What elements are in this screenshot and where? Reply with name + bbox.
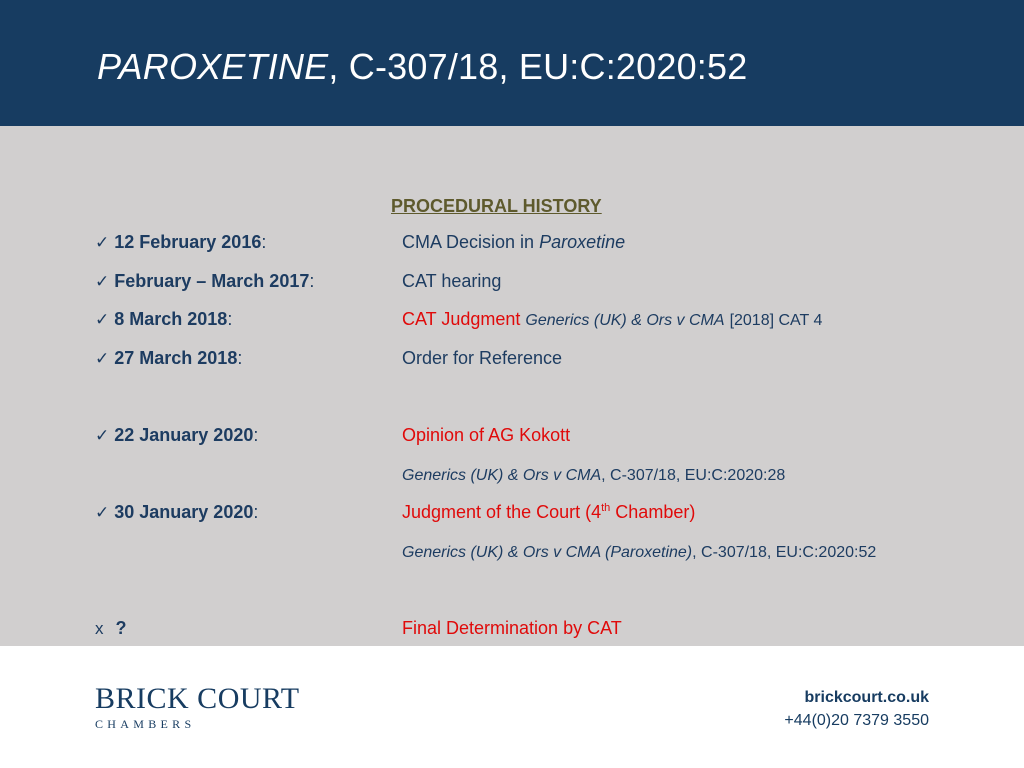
event-description xyxy=(402,502,695,523)
event-colon: : xyxy=(261,232,267,252)
event-description xyxy=(402,232,625,253)
event-citation: [2018] CAT 4 xyxy=(729,312,823,329)
event-date-row xyxy=(95,425,258,446)
checkmark-icon: ✓ xyxy=(95,310,110,329)
event-colon: : xyxy=(253,425,259,445)
event-citation: , C-307/18, EU:C:2020:52 xyxy=(692,544,877,561)
slide-title-rest: , C-307/18, EU:C:2020:52 xyxy=(328,46,748,87)
event-date: 27 March 2018 xyxy=(114,348,238,368)
section-title: PROCEDURAL HISTORY xyxy=(391,196,602,216)
event-text-red: Opinion of AG Kokott xyxy=(402,425,571,445)
event-text: CAT hearing xyxy=(402,271,502,291)
event-text-red: CAT Judgment xyxy=(402,309,521,329)
event-text-red-post: Chamber) xyxy=(610,502,696,522)
event-citation-line xyxy=(402,544,876,562)
event-date-row xyxy=(95,232,266,253)
checkmark-icon: ✓ xyxy=(95,233,110,252)
event-date-row xyxy=(95,309,232,330)
event-date: 22 January 2020 xyxy=(114,425,254,445)
footer-phone: +44(0)20 7379 3550 xyxy=(784,712,929,729)
event-date: 30 January 2020 xyxy=(114,502,254,522)
event-colon: : xyxy=(237,348,243,368)
checkmark-icon: ✓ xyxy=(95,272,110,291)
event-description xyxy=(402,348,562,369)
event-date-row xyxy=(95,502,258,523)
pending-marker: x xyxy=(95,619,104,638)
checkmark-icon: ✓ xyxy=(95,503,110,522)
logo-sub-text: CHAMBERS xyxy=(95,717,196,731)
event-citation-line xyxy=(402,467,785,485)
event-date: 12 February 2016 xyxy=(114,232,262,252)
event-description xyxy=(402,618,622,639)
logo-main-text: BRICK COURT xyxy=(95,682,300,715)
event-text: CMA Decision in xyxy=(402,232,540,252)
event-date: February – March 2017 xyxy=(114,271,310,291)
event-date-row xyxy=(95,271,314,292)
event-text-red-superscript: th xyxy=(601,502,611,514)
event-colon: : xyxy=(227,309,233,329)
event-citation: , C-307/18, EU:C:2020:28 xyxy=(601,467,786,484)
event-text-italic: Paroxetine xyxy=(539,232,626,252)
event-description xyxy=(402,425,570,446)
slide-title-italic: PAROXETINE xyxy=(97,46,329,87)
event-citation-italic: Generics (UK) & Ors v CMA (Paroxetine) xyxy=(402,544,693,561)
event-citation-italic: Generics (UK) & Ors v CMA xyxy=(525,312,725,329)
event-colon: : xyxy=(309,271,315,291)
header-bar xyxy=(0,0,1024,126)
event-text-red: Final Determination by CAT xyxy=(402,618,622,638)
event-description xyxy=(402,309,822,330)
slide-title xyxy=(97,46,747,88)
event-date: ? xyxy=(115,618,127,638)
checkmark-icon: ✓ xyxy=(95,349,110,368)
event-date-row xyxy=(95,618,127,639)
event-citation-italic: Generics (UK) & Ors v CMA xyxy=(402,467,602,484)
event-date-row xyxy=(95,348,242,369)
event-colon: : xyxy=(253,502,259,522)
checkmark-icon: ✓ xyxy=(95,426,110,445)
event-text-red: Judgment of the Court (4 xyxy=(402,502,602,522)
event-description xyxy=(402,271,501,292)
content-area xyxy=(0,126,1024,646)
event-date: 8 March 2018 xyxy=(114,309,228,329)
footer-website: brickcourt.co.uk xyxy=(804,689,929,706)
brick-court-logo xyxy=(95,684,300,732)
event-text: Order for Reference xyxy=(402,348,563,368)
